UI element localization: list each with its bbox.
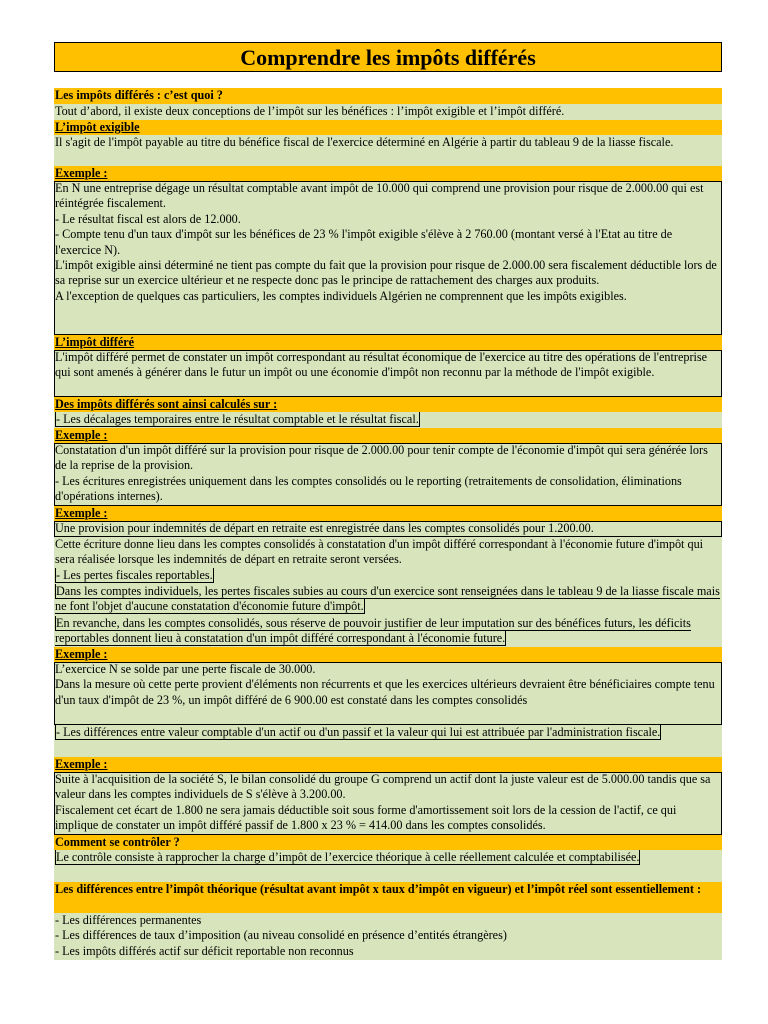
section-heading: Des impôts différés sont ainsi calculés sur : [54,397,722,412]
text-block: - Les différences permanentes - Les différences de taux d’imposition (au niveau consolidé en présence d’entités étrangères) - Les impôts différés actif sur déficit reportable non reconnus [54,913,722,960]
text-block: En N une entreprise dégage un résultat comptable avant impôt de 10.000 qui comprend une provision pour risque de 2.000.00 qui est réintégrée fiscalement. - Le résultat fiscal est alors de 12.000. - Compte tenu d'un taux d'impôt sur les bénéfices de 23 % l'impôt exigible s'élève à 2 760.00 (montant versé à l'Etat au titre de l'exercice N). L'impôt exigible ainsi déterminé ne tient pas compte du fait que la provision pour risque de 2.000.00 sera fiscalement déductible lors de sa reprise sur un exercice ultérieur et ne respecte donc pas le principe de rattachement des charges aux produits. A l'exception de quelques cas particuliers, les comptes individuels Algérien ne comprennent que les impôts exigibles. [54,181,722,335]
text-block [54,568,722,584]
section-heading: Exemple : [54,506,722,521]
section-heading: Exemple : [54,647,722,662]
text-block: Constatation d'un impôt différé sur la provision pour risque de 2.000.00 pour tenir compte de l'économie d'impôt qui sera générée lors de la reprise de la provision. - Les écritures enregistrées uniquement dans les comptes consolidés ou le reporting (retraitements de consolidation, éliminations d'opérations internes). [54,443,722,506]
text-block: Cette écriture donne lieu dans les comptes consolidés à constatation d'un impôt différé correspondant à l'économie future d'impôt qui sera réalisée lorsque les indemnités de départ en retraite seront versées. [54,537,722,568]
boxed-text: Dans les comptes individuels, les pertes fiscales subies au cours d'un exercice sont renseignées dans le tableau 9 de la liasse fiscale mais ne font l'objet d'aucune constatation d'économie future d'impôt. [55,584,720,614]
document-body [54,88,722,960]
text-block: Suite à l'acquisition de la société S, le bilan consolidé du groupe G comprend un actif dont la juste valeur est de 5.000.00 tandis que sa valeur dans les comptes individuels de S s'élève à 3.200.00. Fiscalement cet écart de 1.800 ne sera jamais déductible soit sous forme d'amortissement soit lors de la cession de l'actif, ce qui implique de constater un impôt différé passif de 1.800 x 23 % = 414.00 dans les comptes consolidés. [54,772,722,835]
text-block: L'impôt différé permet de constater un impôt correspondant au résultat économique de l'exercice au titre des opérations de l'entreprise qui sont amenés à générer dans le futur un impôt ou une économie d'impôt non reconnu par la méthode de l'impôt exigible. [54,350,722,397]
section-heading: Exemple : [54,428,722,443]
section-heading: Les différences entre l’impôt théorique (résultat avant impôt x taux d’impôt en vigueur) et l’impôt réel sont essentiellement : [54,882,722,913]
text-block [54,850,722,882]
boxed-text: - Les différences entre valeur comptable d'un actif ou d'un passif et la valeur qui lui est attribuée par l'administration fiscale. [56,725,661,739]
text-block: Il s'agit de l'impôt payable au titre du bénéfice fiscal de l'exercice déterminé en Algérie à partir du tableau 9 de la liasse fiscale. [54,135,722,166]
page-title: Comprendre les impôts différés [54,42,722,72]
section-heading: L’impôt différé [54,335,722,350]
text-block [54,584,722,616]
text-block [54,412,722,428]
text-block: Une provision pour indemnités de départ en retraite est enregistrée dans les comptes consolidés pour 1.200.00. [54,521,722,537]
boxed-text: - Les pertes fiscales reportables. [56,568,213,582]
boxed-text: En revanche, dans les comptes consolidés, sous réserve de pouvoir justifier de leur imputation sur des bénéfices futurs, les déficits reportables donnent lieu à constatation d'un impôt différé correspondant à l'économie future. [55,616,691,646]
text-block: L’exercice N se solde par une perte fiscale de 30.000. Dans la mesure où cette perte provient d'éléments non récurrents et que les exercices ultérieurs devraient être bénéficiaires compte tenu d'un taux d'impôt de 23 %, un impôt différé de 6 900.00 est constaté dans les comptes consolidés [54,662,722,725]
section-heading: Comment se contrôler ? [54,835,722,850]
boxed-text: Le contrôle consiste à rapprocher la charge d’impôt de l’exercice théorique à celle réellement calculée et comptabilisée. [56,850,640,864]
boxed-text: - Les décalages temporaires entre le résultat comptable et le résultat fiscal. [56,412,419,426]
section-heading: L’impôt exigible [54,120,722,135]
section-heading: Exemple : [54,166,722,181]
text-block [54,725,722,757]
section-heading: Les impôts différés : c’est quoi ? [54,88,722,104]
section-heading: Exemple : [54,757,722,772]
text-block [54,616,722,647]
text-block: Tout d’abord, il existe deux conceptions de l’impôt sur les bénéfices : l’impôt exigible et l’impôt différé. [54,104,722,120]
